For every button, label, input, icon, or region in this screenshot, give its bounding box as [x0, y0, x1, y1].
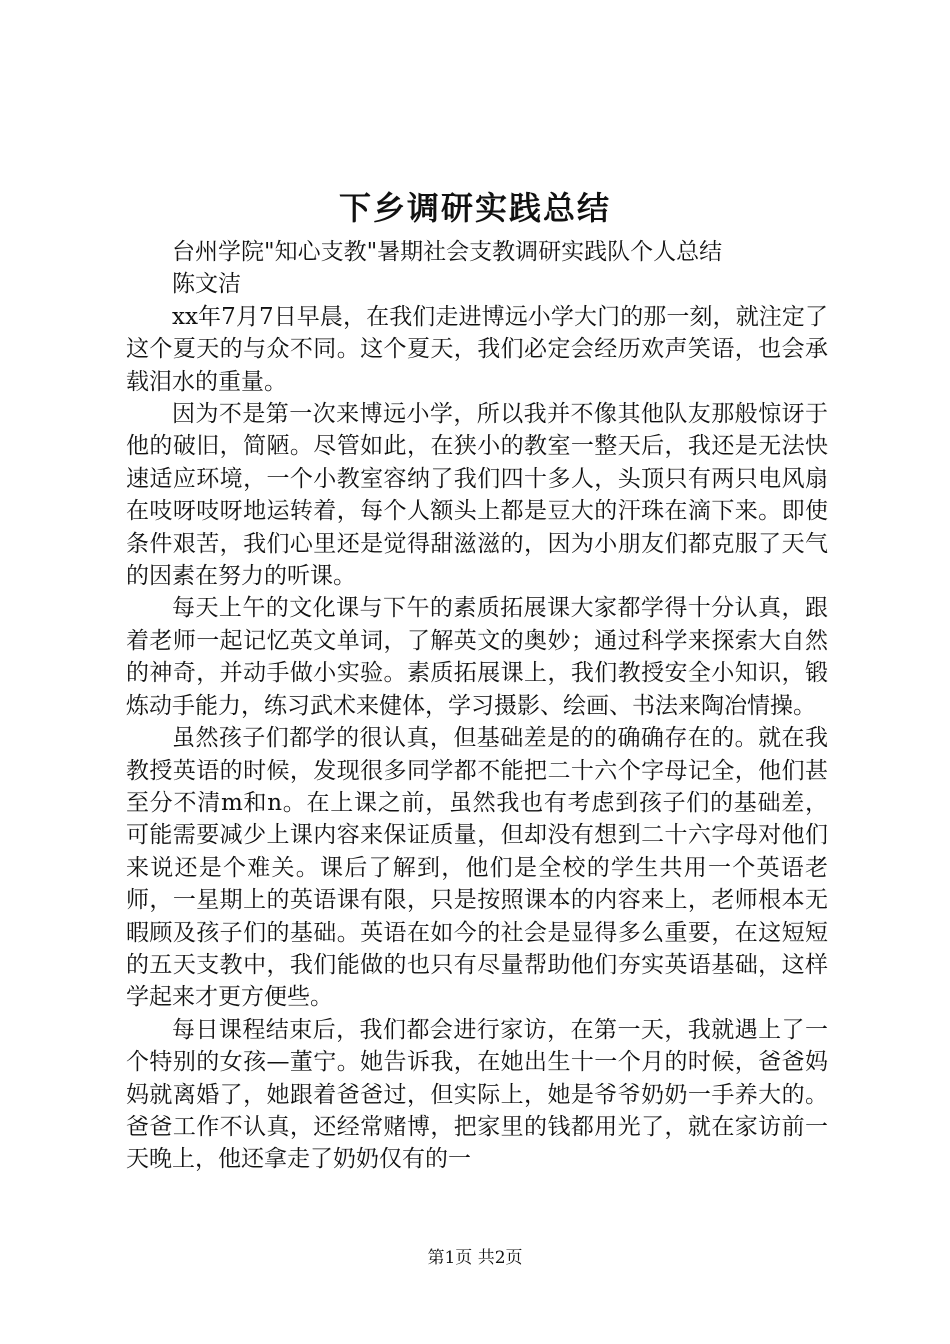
document-title: 下乡调研实践总结 [338, 189, 611, 227]
page-footer: 第1页 共2页 [427, 1248, 523, 1268]
subtitle-line: 台州学院"知心支教"暑期社会支教调研实践队个人总结 [172, 239, 723, 265]
document-body [126, 236, 828, 1176]
author-line: 陈文洁 [172, 271, 241, 298]
paragraph: 因为不是第一次来博远小学，所以我并不像其他队友那般惊讶于他的破旧，简陋。尽管如此，在狭小的教室一整天后，我还是无法快速适应环境，一个小教室容纳了我们四十多人，头顶只有两只电风扇在吱呀吱呀地运转着，每个人额头上都是豆大的汗珠在滴下来。即使条件艰苦，我们心里还是觉得甜滋滋的，因为小朋友们都克服了天气的因素在努力的听课。 [126, 401, 828, 590]
paragraph: 每天上午的文化课与下午的素质拓展课大家都学得十分认真，跟着老师一起记忆英文单词，了解英文的奥妙；通过科学来探索大自然的神奇，并动手做小实验。素质拓展课上，我们教授安全小知识，锻炼动手能力，练习武术来健体，学习摄影、绘画、书法来陶冶情操。 [126, 595, 828, 719]
paragraph: 虽然孩子们都学的很认真，但基础差是的的确确存在的。就在我教授英语的时候，发现很多同学都不能把二十六个字母记全，他们甚至分不清m和n。在上课之前，虽然我也有考虑到孩子们的基础差，可能需要减少上课内容来保证质量，但却没有想到二十六字母对他们来说还是个难关。课后了解到，他们是全校的学生共用一个英语老师，一星期上的英语课有限，只是按照课本的内容来上，老师根本无暇顾及孩子们的基础。英语在如今的社会是显得多么重要，在这短短的五天支教中，我们能做的也只有尽量帮助他们夯实英语基础，这样学起来才更方便些。 [126, 725, 828, 1011]
paragraph: xx年7月7日早晨，在我们走进博远小学大门的那一刻，就注定了这个夏天的与众不同。这个夏天，我们必定会经历欢声笑语，也会承载泪水的重量。 [126, 303, 828, 395]
paragraph: 每日课程结束后，我们都会进行家访，在第一天，我就遇上了一个特别的女孩—董宁。她告诉我，在她出生十一个月的时候，爸爸妈妈就离婚了，她跟着爸爸过，但实际上，她是爷爷奶奶一手养大的。爸爸工作不认真，还经常赌博，把家里的钱都用光了，就在家访前一天晚上，他还拿走了奶奶仅有的一 [126, 1016, 828, 1173]
